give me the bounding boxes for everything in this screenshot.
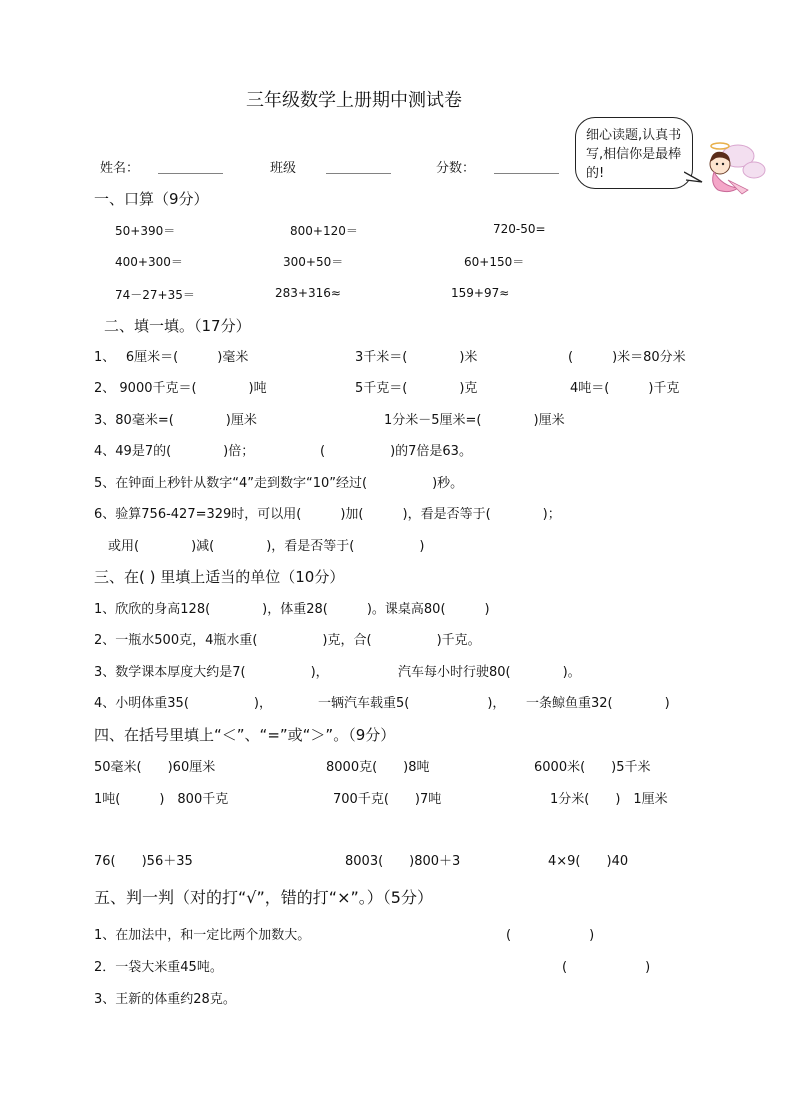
fill-item: 4吨＝( )千克 [570,381,680,396]
judge-item: 3、王新的体重约28克。 [94,992,236,1007]
compare-item: 76( )56＋35 [94,854,193,869]
class-label: 班级 [270,161,297,176]
compare-item: 1吨( ) 800千克 [94,792,229,807]
unit-item: 一条鲸鱼重32( ) [526,696,670,711]
judge-answer-blank: ( ) [562,960,651,975]
calc-item: 720-50= [493,222,546,236]
compare-item: 6000米( )5千米 [534,760,651,775]
speech-bubble: 细心读题,认真书写,相信你是最棒的! [575,117,693,189]
fill-item: 4、49是7的( )倍； [94,444,255,459]
angel-mascot-icon [698,140,766,204]
fill-item: 3、80毫米=( )厘米 [94,413,257,428]
fill-item: 1分米－5厘米=( )厘米 [384,413,565,428]
calc-item: 74－27+35＝ [115,288,195,302]
fill-item: 5、在钟面上秒针从数字“4”走到数字“10”经过( )秒。 [94,476,464,491]
compare-item: 8000克( )8吨 [326,760,430,775]
compare-item: 700千克( )7吨 [333,792,442,807]
calc-item: 283+316≈ [275,286,341,300]
judge-item: 1、在加法中，和一定比两个加数大。 [94,928,311,943]
score-blank: ＿＿＿＿＿ [494,161,560,176]
fill-item: 1、 6厘米＝( )毫米 [94,350,249,365]
calc-item: 800+120＝ [290,224,358,238]
fill-item: 或用( )减( )，看是否等于( ) [108,539,425,554]
compare-item: 4×9( )40 [548,854,629,869]
name-label: 姓名： [100,161,140,176]
judge-item: 2．一袋大米重45吨。 [94,960,223,975]
unit-item: 汽车每小时行驶80( )。 [398,665,581,680]
unit-item: 3、数学课本厚度大约是7( )， [94,665,329,680]
fill-item: 2、 9000千克＝( )吨 [94,381,267,396]
fill-item: 5千克＝( )克 [355,381,478,396]
section-4-title: 四、在括号里填上“＜”、“=”或“＞”。（9分） [94,726,396,744]
page-title: 三年级数学上册期中测试卷 [246,90,462,111]
calc-item: 159+97≈ [451,286,510,300]
calc-item: 400+300＝ [115,255,183,269]
unit-item: 1、欣欣的身高128( )，体重28( )。课桌高80( ) [94,602,490,617]
section-2-title: 二、填一填。（17分） [104,317,251,335]
calc-item: 50+390＝ [115,224,176,238]
score-label: 分数： [436,161,476,176]
section-1-title: 一、口算（9分） [94,190,209,208]
section-3-title: 三、在( ) 里填上适当的单位（10分） [94,568,345,586]
compare-item: 1分米( ) 1厘米 [550,792,668,807]
fill-item: 3千米＝( )米 [355,350,478,365]
compare-item: 8003( )800＋3 [345,854,461,869]
calc-item: 60+150＝ [464,255,525,269]
section-5-title: 五、判一判（对的打“√”，错的打“×”。）（5分） [94,888,433,907]
fill-item: ( )的7倍是63。 [320,444,472,459]
class-blank: ＿＿＿＿＿ [326,161,392,176]
unit-item: 一辆汽车载重5( )， [318,696,506,711]
calc-item: 300+50＝ [283,255,344,269]
judge-answer-blank: ( ) [506,928,595,943]
name-blank: ＿＿＿＿＿ [158,161,224,176]
unit-item: 2、一瓶水500克，4瓶水重( )克，合( )千克。 [94,633,481,648]
compare-item: 50毫米( )60厘米 [94,760,216,775]
fill-item: ( )米＝80分米 [568,350,686,365]
fill-item: 6、验算756-427=329时，可以用( )加( )，看是否等于( )； [94,507,561,522]
unit-item: 4、小明体重35( )， [94,696,272,711]
